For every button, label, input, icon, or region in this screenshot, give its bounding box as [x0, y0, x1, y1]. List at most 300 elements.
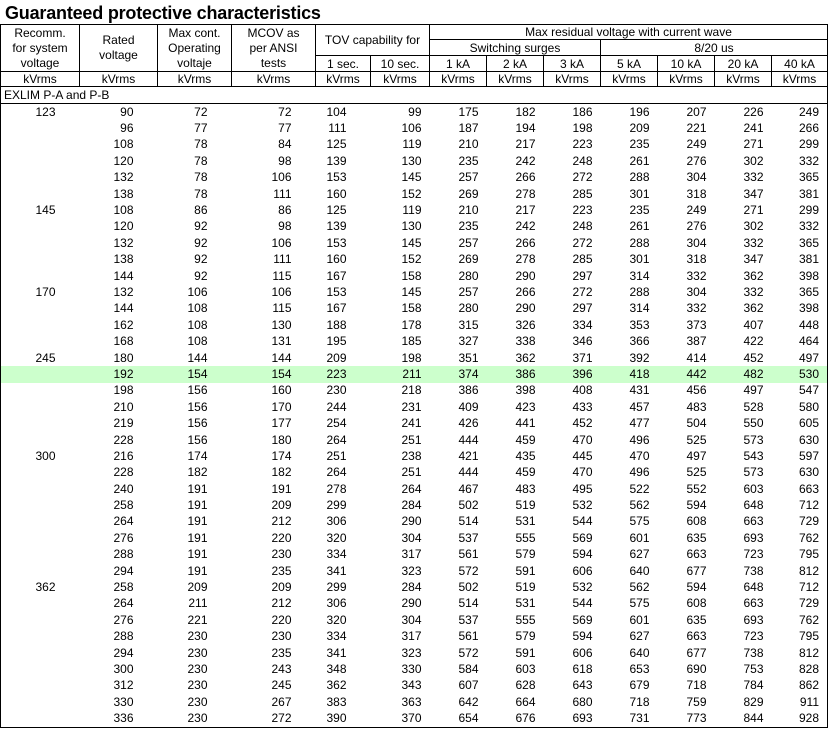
cell-res-40ka: 299	[798, 203, 819, 218]
cell-res-1ka: 315	[458, 317, 479, 332]
cell-rated-voltage: 294	[113, 645, 134, 660]
cell-tov-10sec: 119	[402, 203, 422, 218]
cell-mcov: 220	[271, 612, 292, 627]
cell-res-2ka: 266	[515, 170, 536, 185]
cell-res-20ka: 603	[743, 481, 764, 496]
cell-res-10ka: 552	[686, 481, 707, 496]
cell-res-3ka: 297	[572, 301, 593, 316]
unit-cell: kVrms	[487, 72, 544, 87]
cell-rated-voltage: 132	[113, 284, 134, 299]
cell-res-2ka: 217	[515, 137, 536, 152]
cell-res-10ka: 677	[686, 645, 707, 660]
cell-res-3ka: 285	[572, 252, 593, 267]
table-row	[1, 710, 828, 727]
cell-res-40ka: 630	[798, 432, 819, 447]
cell-tov-1sec: 139	[326, 153, 347, 168]
cell-tov-1sec: 160	[326, 186, 347, 201]
cell-res-10ka: 276	[686, 153, 707, 168]
cell-tov-10sec: 251	[401, 432, 422, 447]
cell-res-20ka: 528	[743, 399, 764, 414]
cell-res-1ka: 561	[458, 547, 479, 562]
cell-mcov: 243	[271, 661, 292, 676]
header-rated	[80, 25, 158, 72]
cell-res-3ka: 470	[572, 432, 593, 447]
cell-res-2ka: 441	[515, 416, 536, 431]
cell-res-2ka: 242	[515, 219, 536, 234]
cell-rated-voltage: 288	[113, 547, 134, 562]
cell-res-5ka: 575	[629, 596, 650, 611]
cell-system-voltage	[1, 301, 80, 317]
cell-res-2ka: 194	[515, 121, 536, 136]
cell-res-1ka: 584	[458, 661, 479, 676]
cell-res-5ka: 653	[629, 661, 650, 676]
cell-mcov: 182	[271, 465, 292, 480]
cell-res-3ka: 285	[572, 186, 593, 201]
cell-system-voltage	[1, 153, 80, 169]
cell-res-40ka: 862	[798, 678, 819, 693]
cell-res-3ka: 470	[572, 465, 593, 480]
cell-tov-10sec: 363	[401, 694, 422, 709]
cell-res-2ka: 555	[515, 530, 536, 545]
header-mcov-line1: MCOV as	[247, 25, 300, 40]
cell-res-10ka: 594	[686, 580, 707, 595]
header-8-20: 8/20 us	[601, 40, 828, 56]
cell-res-2ka: 664	[515, 694, 536, 709]
cell-res-1ka: 351	[458, 350, 479, 365]
cell-res-2ka: 519	[515, 498, 536, 513]
cell-system-voltage	[1, 530, 80, 546]
cell-system-voltage	[1, 268, 80, 284]
cell-tov-1sec: 125	[326, 137, 347, 152]
cell-res-1ka: 257	[458, 170, 479, 185]
unit-cell: kVrms	[316, 72, 371, 87]
cell-system-voltage	[1, 612, 80, 628]
cell-res-10ka: 276	[686, 219, 707, 234]
cell-res-3ka: 606	[572, 563, 593, 578]
cell-res-1ka: 654	[458, 711, 479, 726]
cell-max-cont-voltage: 92	[194, 235, 208, 250]
cell-res-10ka: 718	[686, 678, 707, 693]
cell-res-20ka: 543	[743, 448, 764, 463]
cell-rated-voltage: 228	[113, 432, 134, 447]
cell-mcov: 111	[273, 186, 292, 201]
table-row	[1, 448, 828, 464]
cell-res-5ka: 301	[629, 186, 650, 201]
table-row-highlighted	[1, 366, 828, 382]
cell-res-20ka: 693	[743, 530, 764, 545]
cell-max-cont-voltage: 86	[194, 203, 208, 218]
cell-rated-voltage: 120	[113, 219, 134, 234]
cell-res-20ka: 422	[743, 334, 764, 349]
cell-tov-1sec: 125	[326, 203, 347, 218]
cell-tov-10sec: 343	[401, 678, 422, 693]
cell-res-20ka: 482	[715, 366, 772, 382]
cell-tov-1sec: 383	[326, 694, 347, 709]
cell-res-5ka: 353	[629, 317, 650, 332]
header-current-20ka: 20 kA	[715, 56, 772, 72]
cell-res-20ka: 332	[743, 284, 764, 299]
cell-tov-10sec: 218	[401, 383, 422, 398]
cell-res-10ka: 332	[686, 301, 707, 316]
cell-res-2ka: 435	[515, 448, 536, 463]
cell-res-40ka: 365	[798, 170, 819, 185]
table-row	[1, 137, 828, 153]
cell-res-2ka: 398	[515, 383, 536, 398]
cell-tov-10sec: 284	[401, 498, 422, 513]
cell-res-5ka: 640	[629, 563, 650, 578]
cell-res-2ka: 579	[515, 629, 536, 644]
cell-max-cont-voltage: 191	[187, 481, 208, 496]
cell-res-5ka: 601	[629, 530, 650, 545]
cell-tov-10sec: 231	[401, 399, 422, 414]
cell-mcov: 220	[271, 530, 292, 545]
cell-tov-1sec: 153	[326, 284, 347, 299]
cell-res-5ka: 288	[629, 235, 650, 250]
unit-cell: kVrms	[80, 72, 158, 87]
cell-res-5ka: 301	[629, 252, 650, 267]
cell-res-20ka: 226	[743, 104, 764, 119]
cell-res-1ka: 537	[458, 530, 479, 545]
cell-max-cont-voltage: 174	[187, 448, 208, 463]
cell-res-5ka: 457	[629, 399, 650, 414]
cell-res-5ka: 235	[629, 137, 650, 152]
table-row	[1, 596, 828, 612]
table-row	[1, 530, 828, 546]
cell-res-2ka: 278	[515, 186, 536, 201]
cell-mcov: 86	[278, 203, 292, 218]
cell-system-voltage	[1, 596, 80, 612]
cell-res-1ka: 444	[458, 432, 479, 447]
cell-mcov: 267	[271, 694, 292, 709]
cell-tov-10sec: 178	[401, 317, 422, 332]
cell-max-cont-voltage: 92	[194, 268, 208, 283]
cell-res-40ka: 547	[798, 383, 819, 398]
cell-mcov: 72	[278, 104, 292, 119]
cell-system-voltage: 123	[35, 104, 56, 119]
cell-mcov: 77	[278, 121, 292, 136]
cell-res-3ka: 371	[572, 350, 593, 365]
cell-tov-10sec: 264	[401, 481, 422, 496]
cell-max-cont-voltage: 230	[187, 661, 208, 676]
cell-res-3ka: 452	[572, 416, 593, 431]
table-row	[1, 415, 828, 431]
cell-rated-voltage: 108	[113, 203, 134, 218]
cell-res-5ka: 431	[629, 383, 650, 398]
cell-rated-voltage: 120	[113, 153, 134, 168]
cell-res-2ka: 459	[515, 432, 536, 447]
unit-cell: kVrms	[232, 72, 316, 87]
cell-tov-1sec: 299	[326, 498, 347, 513]
cell-res-10ka: 304	[686, 284, 707, 299]
cell-res-1ka: 280	[458, 301, 479, 316]
cell-res-20ka: 573	[743, 432, 764, 447]
cell-res-1ka: 514	[458, 514, 479, 529]
header-maxcont-line2: Operating	[168, 40, 221, 55]
cell-system-voltage	[1, 235, 80, 251]
cell-res-3ka: 248	[572, 219, 593, 234]
cell-res-5ka: 679	[629, 678, 650, 693]
cell-res-40ka: 795	[798, 629, 819, 644]
cell-res-40ka: 712	[798, 580, 819, 595]
cell-res-5ka: 640	[629, 645, 650, 660]
cell-res-5ka: 288	[629, 284, 650, 299]
cell-res-40ka: 795	[798, 547, 819, 562]
cell-tov-10sec: 317	[401, 629, 422, 644]
cell-tov-10sec: 211	[371, 366, 430, 382]
cell-tov-1sec: 251	[326, 448, 347, 463]
cell-tov-10sec: 304	[401, 612, 422, 627]
cell-mcov: 106	[271, 235, 292, 250]
cell-tov-10sec: 145	[401, 284, 422, 299]
cell-tov-10sec: 198	[401, 350, 422, 365]
cell-system-voltage	[1, 219, 80, 235]
cell-tov-1sec: 278	[326, 481, 347, 496]
cell-res-2ka: 591	[515, 563, 536, 578]
cell-res-2ka: 242	[515, 153, 536, 168]
cell-res-5ka: 731	[629, 711, 650, 726]
cell-res-3ka: 532	[572, 498, 593, 513]
cell-tov-10sec: 330	[401, 661, 422, 676]
cell-res-40ka: 497	[798, 350, 819, 365]
cell-max-cont-voltage: 191	[187, 563, 208, 578]
header-switching: Switching surges	[430, 40, 601, 56]
cell-res-20ka: 362	[743, 268, 764, 283]
cell-tov-10sec: 370	[401, 711, 422, 726]
cell-res-10ka: 318	[686, 186, 707, 201]
unit-cell: kVrms	[371, 72, 430, 87]
cell-res-1ka: 514	[458, 596, 479, 611]
cell-res-20ka: 663	[743, 514, 764, 529]
cell-res-20ka: 302	[743, 219, 764, 234]
cell-res-20ka: 753	[743, 661, 764, 676]
cell-res-10ka: 608	[686, 514, 707, 529]
cell-mcov: 106	[271, 284, 292, 299]
cell-tov-10sec: 238	[401, 448, 422, 463]
cell-mcov: 160	[271, 383, 292, 398]
cell-res-5ka: 261	[629, 219, 650, 234]
cell-system-voltage	[1, 678, 80, 694]
table-row	[1, 333, 828, 349]
cell-res-1ka: 467	[458, 481, 479, 496]
cell-tov-1sec: 299	[326, 580, 347, 595]
cell-mcov: 230	[271, 547, 292, 562]
cell-res-20ka: 452	[743, 350, 764, 365]
table-row	[1, 252, 828, 268]
cell-system-voltage	[1, 120, 80, 136]
table-body	[1, 104, 828, 728]
cell-res-20ka: 723	[743, 547, 764, 562]
cell-res-1ka: 327	[458, 334, 479, 349]
cell-res-3ka: 693	[572, 711, 593, 726]
cell-res-40ka: 448	[798, 317, 819, 332]
cell-rated-voltage: 132	[113, 235, 134, 250]
cell-system-voltage	[1, 383, 80, 399]
group-row	[1, 87, 828, 104]
cell-res-1ka: 572	[458, 645, 479, 660]
cell-res-20ka: 271	[743, 203, 764, 218]
cell-res-40ka: 381	[798, 186, 819, 201]
table-row	[1, 153, 828, 169]
cell-res-40ka: 398	[798, 268, 819, 283]
cell-res-1ka: 269	[458, 186, 479, 201]
table-row	[1, 219, 828, 235]
cell-res-40ka: 729	[798, 596, 819, 611]
header-recomm	[1, 25, 80, 72]
cell-tov-1sec: 341	[326, 645, 347, 660]
cell-res-2ka: 591	[515, 645, 536, 660]
cell-res-5ka: 288	[629, 170, 650, 185]
cell-res-1ka: 257	[458, 235, 479, 250]
cell-res-2ka: 278	[515, 252, 536, 267]
table-row	[1, 284, 828, 300]
cell-res-5ka: 235	[629, 203, 650, 218]
cell-rated-voltage: 180	[113, 350, 134, 365]
cell-res-40ka: 812	[798, 645, 819, 660]
cell-system-voltage	[1, 186, 80, 202]
cell-res-1ka: 607	[458, 678, 479, 693]
cell-res-10ka: 442	[658, 366, 715, 382]
table-row	[1, 497, 828, 513]
header-rated-line2: voltage	[99, 48, 138, 62]
cell-res-10ka: 690	[686, 661, 707, 676]
cell-res-2ka: 266	[515, 235, 536, 250]
cell-res-20ka: 271	[743, 137, 764, 152]
header-current-5ka: 5 kA	[601, 56, 658, 72]
cell-res-3ka: 272	[572, 284, 593, 299]
cell-rated-voltage: 276	[113, 530, 134, 545]
cell-res-20ka: 663	[743, 596, 764, 611]
table-row	[1, 694, 828, 710]
cell-max-cont-voltage: 230	[187, 678, 208, 693]
cell-system-voltage	[1, 710, 80, 727]
cell-res-5ka: 418	[601, 366, 658, 382]
cell-rated-voltage: 330	[113, 694, 134, 709]
cell-res-3ka: 544	[572, 514, 593, 529]
cell-res-5ka: 496	[629, 465, 650, 480]
table-row	[1, 563, 828, 579]
page-title: Guaranteed protective characteristics	[5, 3, 321, 23]
cell-res-5ka: 718	[629, 694, 650, 709]
cell-res-3ka: 532	[572, 580, 593, 595]
cell-tov-10sec: 152	[401, 186, 422, 201]
table-row	[1, 514, 828, 530]
table-row	[1, 301, 828, 317]
cell-tov-1sec: 320	[326, 612, 347, 627]
cell-res-3ka: 643	[572, 678, 593, 693]
cell-rated-voltage: 228	[113, 465, 134, 480]
cell-res-40ka: 663	[798, 481, 819, 496]
cell-system-voltage: 145	[35, 203, 56, 218]
unit-cell: kVrms	[158, 72, 232, 87]
cell-max-cont-voltage: 77	[194, 121, 208, 136]
header-tov: TOV capability for	[316, 25, 430, 56]
cell-res-5ka: 261	[629, 153, 650, 168]
cell-rated-voltage: 138	[113, 252, 134, 267]
header-maxcont	[158, 25, 232, 72]
cell-system-voltage	[1, 661, 80, 677]
cell-tov-1sec: 320	[326, 530, 347, 545]
table-row	[1, 481, 828, 497]
cell-res-20ka: 347	[743, 186, 764, 201]
cell-rated-voltage: 132	[113, 170, 134, 185]
cell-res-10ka: 304	[686, 170, 707, 185]
cell-res-5ka: 314	[629, 268, 650, 283]
cell-max-cont-voltage: 108	[187, 317, 208, 332]
unit-cell: kVrms	[772, 72, 828, 87]
cell-mcov: 180	[271, 432, 292, 447]
cell-res-2ka: 266	[515, 284, 536, 299]
cell-system-voltage: 170	[35, 284, 56, 299]
cell-tov-1sec: 306	[326, 514, 347, 529]
cell-max-cont-voltage: 191	[187, 530, 208, 545]
cell-mcov: 115	[272, 301, 292, 316]
header-maxcont-line3: voltaje	[177, 55, 212, 70]
cell-res-10ka: 373	[686, 317, 707, 332]
cell-res-10ka: 249	[686, 137, 707, 152]
cell-system-voltage	[1, 366, 80, 382]
cell-res-2ka: 579	[515, 547, 536, 562]
cell-res-20ka: 302	[743, 153, 764, 168]
cell-res-1ka: 235	[458, 153, 479, 168]
cell-res-10ka: 318	[686, 252, 707, 267]
header-rated-line1: Rated	[102, 33, 135, 47]
table-row	[1, 104, 828, 121]
cell-res-20ka: 693	[743, 612, 764, 627]
cell-res-1ka: 269	[458, 252, 479, 267]
cell-tov-1sec: 264	[326, 432, 347, 447]
cell-system-voltage	[1, 514, 80, 530]
cell-res-1ka: 374	[430, 366, 487, 382]
cell-system-voltage	[1, 465, 80, 481]
cell-tov-10sec: 106	[401, 121, 422, 136]
table-row	[1, 629, 828, 645]
cell-res-2ka: 531	[515, 514, 536, 529]
cell-max-cont-voltage: 78	[194, 186, 208, 201]
cell-res-3ka: 198	[572, 121, 593, 136]
cell-res-10ka: 414	[686, 350, 707, 365]
cell-res-10ka: 456	[686, 383, 707, 398]
cell-system-voltage	[1, 694, 80, 710]
cell-res-1ka: 642	[458, 694, 479, 709]
unit-cell: kVrms	[658, 72, 715, 87]
cell-max-cont-voltage: 211	[188, 596, 208, 611]
cell-max-cont-voltage: 230	[187, 645, 208, 660]
cell-res-40ka: 332	[798, 153, 819, 168]
cell-mcov: 154	[232, 366, 316, 382]
cell-mcov: 84	[278, 137, 292, 152]
cell-max-cont-voltage: 182	[187, 465, 208, 480]
cell-system-voltage	[1, 645, 80, 661]
table-row	[1, 399, 828, 415]
cell-system-voltage	[1, 481, 80, 497]
cell-rated-voltage: 192	[80, 366, 158, 382]
cell-max-cont-voltage: 72	[194, 104, 208, 119]
cell-tov-1sec: 139	[326, 219, 347, 234]
cell-res-40ka: 381	[798, 252, 819, 267]
table-row	[1, 383, 828, 399]
cell-rated-voltage: 108	[113, 137, 134, 152]
table-row	[1, 350, 828, 366]
cell-tov-1sec: 160	[326, 252, 347, 267]
cell-rated-voltage: 264	[113, 514, 134, 529]
cell-res-10ka: 677	[686, 563, 707, 578]
cell-res-40ka: 365	[798, 284, 819, 299]
cell-system-voltage	[1, 170, 80, 186]
cell-tov-10sec: 323	[401, 645, 422, 660]
cell-res-3ka: 396	[544, 366, 601, 382]
cell-system-voltage	[1, 497, 80, 513]
cell-res-10ka: 332	[686, 268, 707, 283]
